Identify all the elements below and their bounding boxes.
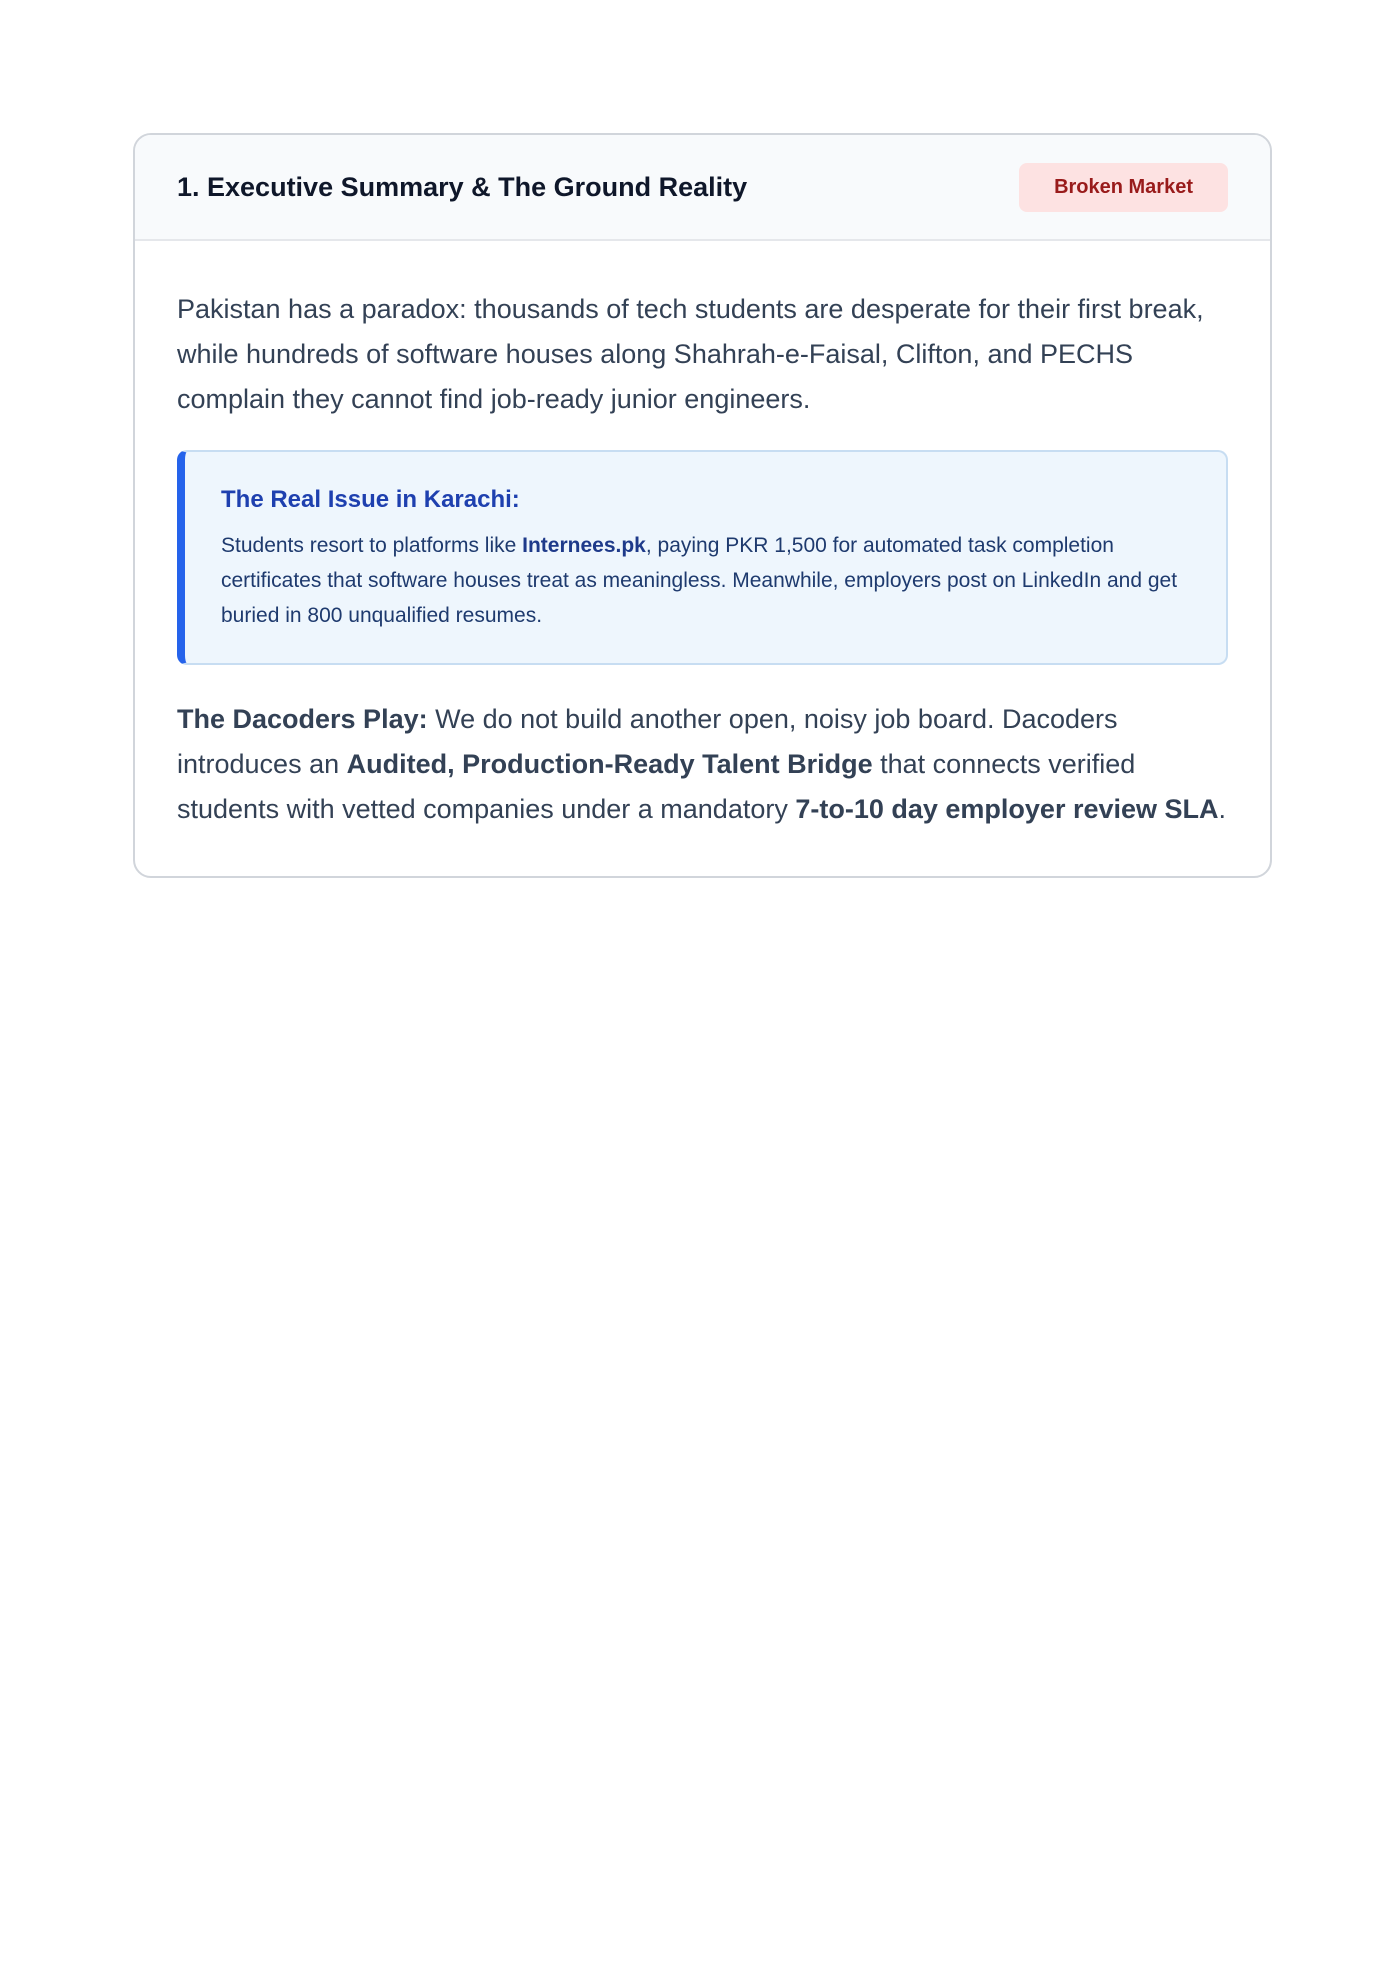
closing-part-1: We do not build another open, noisy job board. Dacoders introduces an [177,704,1118,779]
intro-paragraph: Pakistan has a paradox: thousands of tech students are desperate for their first break, while hundreds of software houses along Shahrah-e-Faisal, Clifton, and PECHS complain they cannot find job-ready junior engineers. [177,294,1204,414]
callout-text-after: , paying PKR 1,500 for automated task completion certificates that software houses treat as meaningless. Meanwhile, employers post on LinkedIn and get buried in 800 unqualified resumes. [221,534,1178,627]
callout-text-before: Students resort to platforms like [221,534,523,557]
closing-lead: The Dacoders Play: [177,704,428,734]
closing-bold-2: 7-to-10 day employer review SLA [795,794,1219,824]
section-title: 1. Executive Summary & The Ground Reality [177,171,748,202]
closing-end: . [1218,794,1227,824]
closing-paragraph [177,697,1228,832]
closing-part-2: that connects verified students with vetted companies under a mandatory [177,749,1136,824]
closing-bold-1: Audited, Production-Ready Talent Bridge [346,749,873,779]
callout-title: The Real Issue in Karachi: [221,486,520,513]
callout-text [221,528,1190,633]
status-badge: Broken Market [1019,163,1228,212]
callout-platform-name: Internees.pk [522,534,646,557]
card-body [135,241,1270,876]
card-header [135,135,1270,241]
summary-card [133,133,1272,878]
callout-box [177,450,1228,665]
